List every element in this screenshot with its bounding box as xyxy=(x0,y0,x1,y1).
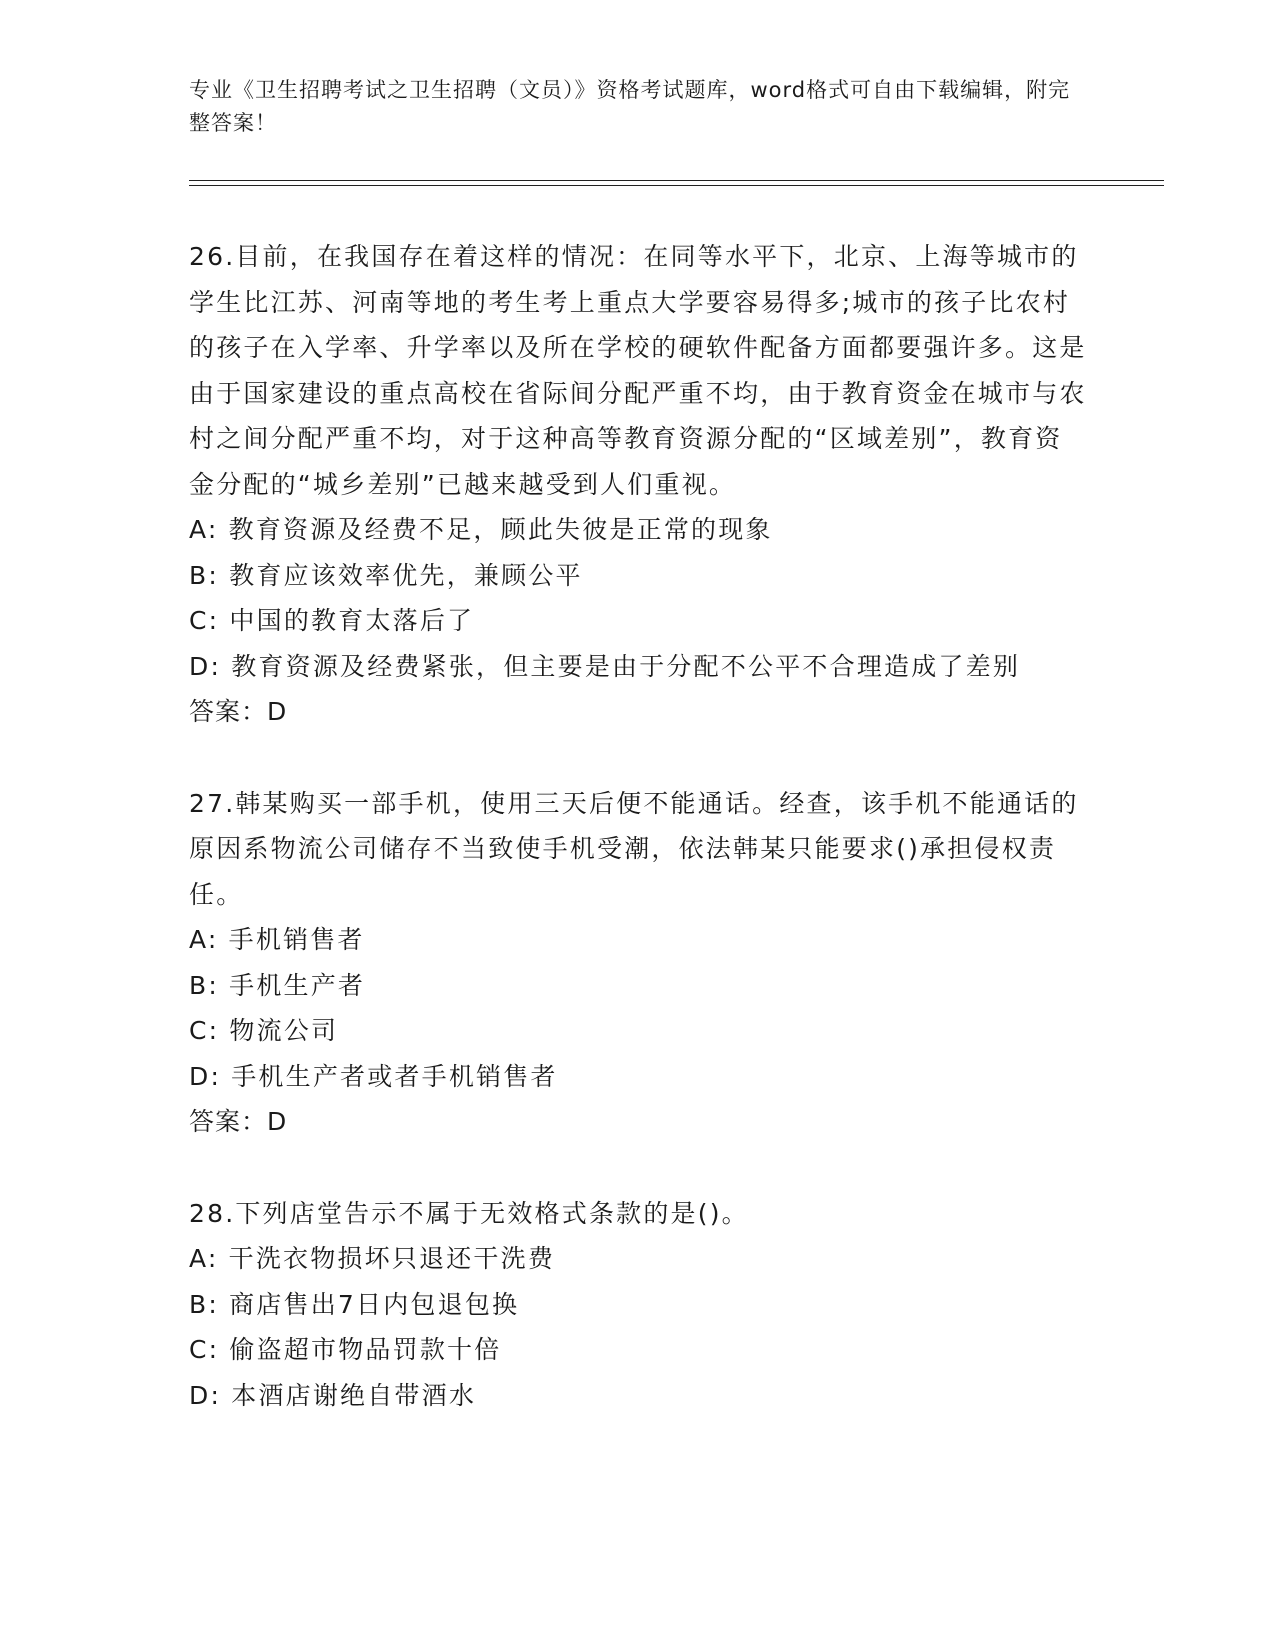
answer-line: 答案：D xyxy=(189,1107,288,1136)
question-26 xyxy=(189,234,1089,735)
document-header: 专业《卫生招聘考试之卫生招聘（文员）》资格考试题库，word格式可自由下载编辑，附完整答案！ xyxy=(189,78,1071,135)
option-a: A: 教育资源及经费不足，顾此失彼是正常的现象 xyxy=(189,515,773,544)
option-a: A: 手机销售者 xyxy=(189,925,365,954)
option-d: D: 教育资源及经费紧张，但主要是由于分配不公平不合理造成了差别 xyxy=(189,651,1021,681)
option-b: B: 教育应该效率优先，兼顾公平 xyxy=(189,560,583,590)
question-stem: 26.目前，在我国存在着这样的情况：在同等水平下，北京、上海等城市的学生比江苏、河南等地的考生考上重点大学要容易得多;城市的孩子比农村的孩子在入学率、升学率以及所在学校的硬软件配备方面都要强许多。这是由于国家建设的重点高校在省际间分配严重不均，由于教育资金在城市与农村之间分配严重不均，对于这种高等教育资源分配的“区域差别”，教育资金分配的“城乡差别”已越来越受到人们重视。 xyxy=(189,242,1087,499)
question-list xyxy=(189,234,1089,1464)
answer-line: 答案：D xyxy=(189,697,288,726)
option-a: A: 干洗衣物损坏只退还干洗费 xyxy=(189,1244,556,1273)
header-rule-top xyxy=(189,180,1164,181)
option-b: B: 商店售出7日内包退包换 xyxy=(189,1289,520,1319)
option-b: B: 手机生产者 xyxy=(189,970,366,1000)
option-c: C: 中国的教育太落后了 xyxy=(189,606,475,635)
header-rule-bottom xyxy=(189,185,1164,186)
question-28 xyxy=(189,1191,1089,1419)
question-27 xyxy=(189,781,1089,1145)
option-d: D: 本酒店谢绝自带酒水 xyxy=(189,1380,477,1410)
option-c: C: 偷盗超市物品罚款十倍 xyxy=(189,1335,502,1364)
question-stem: 28.下列店堂告示不属于无效格式条款的是()。 xyxy=(189,1198,749,1228)
question-stem: 27.韩某购买一部手机，使用三天后便不能通话。经查，该手机不能通话的原因系物流公司储存不当致使手机受潮，依法韩某只能要求()承担侵权责任。 xyxy=(189,788,1079,909)
option-d: D: 手机生产者或者手机销售者 xyxy=(189,1061,558,1091)
option-c: C: 物流公司 xyxy=(189,1016,339,1045)
